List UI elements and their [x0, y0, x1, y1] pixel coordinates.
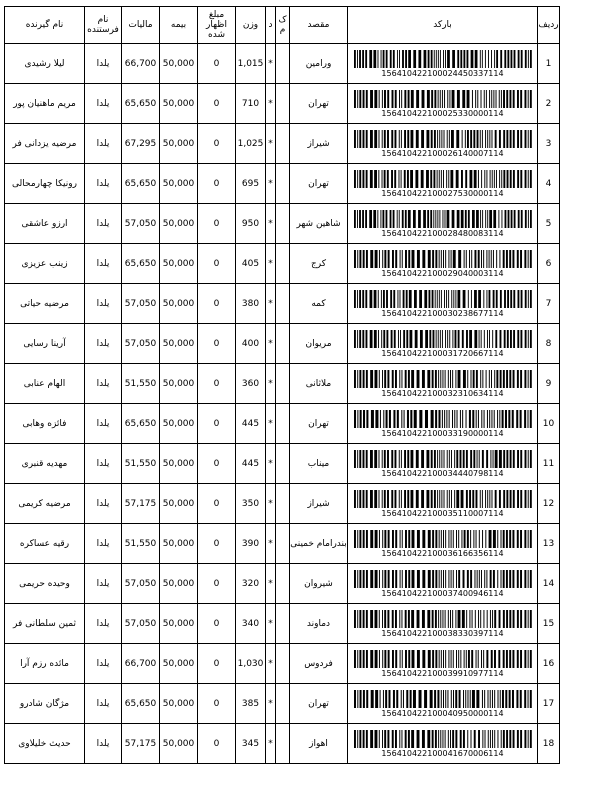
- weight-cell: 445: [236, 404, 266, 444]
- destination-cell: دماوند: [290, 604, 348, 644]
- barcode-image: [354, 450, 532, 468]
- destination-cell: کرج: [290, 244, 348, 284]
- km-cell: [276, 524, 290, 564]
- tax-cell: 57,175: [122, 484, 160, 524]
- destination-cell: تهران: [290, 404, 348, 444]
- recipient-cell: مهدیه قنبری: [5, 444, 85, 484]
- insurance-cell: 50,000: [160, 44, 198, 84]
- recipient-cell: الهام عنابی: [5, 364, 85, 404]
- weight-cell: 1,030: [236, 644, 266, 684]
- recipient-cell: فائزه وهابی: [5, 404, 85, 444]
- insurance-cell: 50,000: [160, 564, 198, 604]
- barcode-cell: [348, 524, 538, 564]
- table-row: [5, 724, 560, 764]
- declared-value-cell: 0: [198, 684, 236, 724]
- barcode-number: 156410422100033190000114: [381, 428, 504, 438]
- barcode-image: [354, 170, 532, 188]
- barcode-image: [354, 130, 532, 148]
- tax-cell: 57,050: [122, 284, 160, 324]
- barcode-number: 156410422100027530000114: [381, 188, 504, 198]
- row-number-cell: 4: [538, 164, 560, 204]
- insurance-cell: 50,000: [160, 444, 198, 484]
- km-cell: [276, 364, 290, 404]
- barcode-image: [354, 530, 532, 548]
- row-number-cell: 10: [538, 404, 560, 444]
- barcode-image: [354, 330, 532, 348]
- sender-cell: یلدا: [85, 164, 122, 204]
- table-row: [5, 44, 560, 84]
- km-cell: [276, 164, 290, 204]
- barcode-image: [354, 290, 532, 308]
- d-marker-cell: *: [266, 164, 276, 204]
- declared-value-cell: 0: [198, 44, 236, 84]
- weight-cell: 1,015: [236, 44, 266, 84]
- sender-cell: یلدا: [85, 44, 122, 84]
- recipient-cell: مژگان شادرو: [5, 684, 85, 724]
- barcode-cell: [348, 84, 538, 124]
- barcode-number: 156410422100038330397114: [381, 628, 504, 638]
- weight-cell: 380: [236, 284, 266, 324]
- barcode-cell: [348, 164, 538, 204]
- table-row: [5, 284, 560, 324]
- tax-cell: 65,650: [122, 164, 160, 204]
- declared-value-cell: 0: [198, 324, 236, 364]
- barcode-image: [354, 650, 532, 668]
- barcode-number: 156410422100026140007114: [381, 148, 504, 158]
- declared-value-cell: 0: [198, 604, 236, 644]
- barcode-image: [354, 610, 532, 628]
- d-marker-cell: *: [266, 604, 276, 644]
- sender-cell: یلدا: [85, 404, 122, 444]
- weight-cell: 950: [236, 204, 266, 244]
- barcode-image: [354, 210, 532, 228]
- tax-cell: 57,050: [122, 564, 160, 604]
- barcode-number: 156410422100039910977114: [381, 668, 504, 678]
- insurance-cell: 50,000: [160, 604, 198, 644]
- d-marker-cell: *: [266, 324, 276, 364]
- row-number-cell: 1: [538, 44, 560, 84]
- row-number-cell: 9: [538, 364, 560, 404]
- row-number-cell: 5: [538, 204, 560, 244]
- tax-cell: 51,550: [122, 444, 160, 484]
- insurance-cell: 50,000: [160, 684, 198, 724]
- header-recipient: نام گیرنده: [5, 7, 85, 44]
- weight-cell: 1,025: [236, 124, 266, 164]
- recipient-cell: ارزو عاشقی: [5, 204, 85, 244]
- sender-cell: یلدا: [85, 444, 122, 484]
- declared-value-cell: 0: [198, 164, 236, 204]
- recipient-cell: مریم ماهنیان پور: [5, 84, 85, 124]
- table-row: [5, 204, 560, 244]
- tax-cell: 66,700: [122, 44, 160, 84]
- insurance-cell: 50,000: [160, 164, 198, 204]
- barcode-number: 156410422100040950000114: [381, 708, 504, 718]
- table-row: [5, 364, 560, 404]
- barcode-number: 156410422100031720667114: [381, 348, 504, 358]
- recipient-cell: مرضیه حیاتی: [5, 284, 85, 324]
- sender-cell: یلدا: [85, 644, 122, 684]
- barcode-cell: [348, 644, 538, 684]
- barcode-image: [354, 690, 532, 708]
- table-row: [5, 484, 560, 524]
- km-cell: [276, 644, 290, 684]
- km-cell: [276, 244, 290, 284]
- recipient-cell: لیلا رشیدی: [5, 44, 85, 84]
- km-cell: [276, 404, 290, 444]
- d-marker-cell: *: [266, 244, 276, 284]
- row-number-cell: 18: [538, 724, 560, 764]
- declared-value-cell: 0: [198, 284, 236, 324]
- row-number-cell: 13: [538, 524, 560, 564]
- d-marker-cell: *: [266, 404, 276, 444]
- barcode-cell: [348, 44, 538, 84]
- tax-cell: 57,050: [122, 324, 160, 364]
- insurance-cell: 50,000: [160, 84, 198, 124]
- declared-value-cell: 0: [198, 444, 236, 484]
- header-row: [5, 7, 560, 44]
- destination-cell: شاهین شهر: [290, 204, 348, 244]
- destination-cell: تهران: [290, 84, 348, 124]
- barcode-image: [354, 730, 532, 748]
- barcode-image: [354, 570, 532, 588]
- barcode-number: 156410422100035110007114: [381, 508, 504, 518]
- table-row: [5, 644, 560, 684]
- table-body: [5, 44, 560, 764]
- declared-value-cell: 0: [198, 204, 236, 244]
- barcode-image: [354, 370, 532, 388]
- row-number-cell: 17: [538, 684, 560, 724]
- header-barcode: بارکد: [348, 7, 538, 44]
- table-row: [5, 244, 560, 284]
- row-number-cell: 15: [538, 604, 560, 644]
- header-km: ک م: [276, 7, 290, 44]
- sender-cell: یلدا: [85, 84, 122, 124]
- km-cell: [276, 724, 290, 764]
- sender-cell: یلدا: [85, 684, 122, 724]
- d-marker-cell: *: [266, 724, 276, 764]
- barcode-cell: [348, 244, 538, 284]
- d-marker-cell: *: [266, 684, 276, 724]
- barcode-number: 156410422100034440798114: [381, 468, 504, 478]
- tax-cell: 57,050: [122, 204, 160, 244]
- header-weight: وزن: [236, 7, 266, 44]
- declared-value-cell: 0: [198, 84, 236, 124]
- recipient-cell: رونیکا چهارمحالی: [5, 164, 85, 204]
- table-row: [5, 444, 560, 484]
- row-number-cell: 11: [538, 444, 560, 484]
- barcode-image: [354, 250, 532, 268]
- d-marker-cell: *: [266, 284, 276, 324]
- destination-cell: تهران: [290, 164, 348, 204]
- insurance-cell: 50,000: [160, 524, 198, 564]
- km-cell: [276, 44, 290, 84]
- weight-cell: 390: [236, 524, 266, 564]
- destination-cell: اهواز: [290, 724, 348, 764]
- tax-cell: 67,295: [122, 124, 160, 164]
- insurance-cell: 50,000: [160, 364, 198, 404]
- barcode-cell: [348, 364, 538, 404]
- barcode-cell: [348, 484, 538, 524]
- sender-cell: یلدا: [85, 284, 122, 324]
- d-marker-cell: *: [266, 644, 276, 684]
- destination-cell: ملاثانی: [290, 364, 348, 404]
- declared-value-cell: 0: [198, 404, 236, 444]
- km-cell: [276, 84, 290, 124]
- insurance-cell: 50,000: [160, 644, 198, 684]
- d-marker-cell: *: [266, 444, 276, 484]
- barcode-cell: [348, 684, 538, 724]
- recipient-cell: آرینا رسایی: [5, 324, 85, 364]
- weight-cell: 350: [236, 484, 266, 524]
- sender-cell: یلدا: [85, 204, 122, 244]
- row-number-cell: 8: [538, 324, 560, 364]
- header-tax: مالیات: [122, 7, 160, 44]
- row-number-cell: 14: [538, 564, 560, 604]
- header-declared: مبلغ اظهار شده: [198, 7, 236, 44]
- sender-cell: یلدا: [85, 564, 122, 604]
- weight-cell: 445: [236, 444, 266, 484]
- d-marker-cell: *: [266, 44, 276, 84]
- declared-value-cell: 0: [198, 724, 236, 764]
- barcode-cell: [348, 324, 538, 364]
- weight-cell: 695: [236, 164, 266, 204]
- weight-cell: 340: [236, 604, 266, 644]
- row-number-cell: 2: [538, 84, 560, 124]
- header-insurance: بیمه: [160, 7, 198, 44]
- declared-value-cell: 0: [198, 124, 236, 164]
- declared-value-cell: 0: [198, 484, 236, 524]
- recipient-cell: حدیث خلیلاوی: [5, 724, 85, 764]
- row-number-cell: 6: [538, 244, 560, 284]
- d-marker-cell: *: [266, 484, 276, 524]
- declared-value-cell: 0: [198, 524, 236, 564]
- row-number-cell: 7: [538, 284, 560, 324]
- barcode-cell: [348, 124, 538, 164]
- barcode-image: [354, 490, 532, 508]
- sender-cell: یلدا: [85, 524, 122, 564]
- barcode-number: 156410422100032310634114: [381, 388, 504, 398]
- insurance-cell: 50,000: [160, 124, 198, 164]
- weight-cell: 710: [236, 84, 266, 124]
- destination-cell: شیروان: [290, 564, 348, 604]
- d-marker-cell: *: [266, 364, 276, 404]
- recipient-cell: مرضیه یزدانی فر: [5, 124, 85, 164]
- row-number-cell: 12: [538, 484, 560, 524]
- tax-cell: 51,550: [122, 524, 160, 564]
- barcode-number: 156410422100025330000114: [381, 108, 504, 118]
- row-number-cell: 3: [538, 124, 560, 164]
- barcode-number: 156410422100030238677114: [381, 308, 504, 318]
- km-cell: [276, 484, 290, 524]
- barcode-image: [354, 90, 532, 108]
- d-marker-cell: *: [266, 84, 276, 124]
- d-marker-cell: *: [266, 564, 276, 604]
- barcode-cell: [348, 204, 538, 244]
- sender-cell: یلدا: [85, 604, 122, 644]
- sender-cell: یلدا: [85, 124, 122, 164]
- destination-cell: کمه: [290, 284, 348, 324]
- weight-cell: 345: [236, 724, 266, 764]
- shipment-table: [4, 6, 560, 764]
- km-cell: [276, 444, 290, 484]
- insurance-cell: 50,000: [160, 244, 198, 284]
- recipient-cell: وحیده حریمی: [5, 564, 85, 604]
- destination-cell: مریوان: [290, 324, 348, 364]
- destination-cell: میناب: [290, 444, 348, 484]
- table-row: [5, 124, 560, 164]
- barcode-cell: [348, 404, 538, 444]
- weight-cell: 405: [236, 244, 266, 284]
- table-row: [5, 164, 560, 204]
- header-sender: نام فرستنده: [85, 7, 122, 44]
- table-row: [5, 604, 560, 644]
- barcode-image: [354, 50, 532, 68]
- header-destination: مقصد: [290, 7, 348, 44]
- km-cell: [276, 684, 290, 724]
- table-row: [5, 564, 560, 604]
- sender-cell: یلدا: [85, 244, 122, 284]
- km-cell: [276, 204, 290, 244]
- tax-cell: 57,050: [122, 604, 160, 644]
- weight-cell: 400: [236, 324, 266, 364]
- destination-cell: ورامین: [290, 44, 348, 84]
- km-cell: [276, 284, 290, 324]
- weight-cell: 320: [236, 564, 266, 604]
- header-row-no: ردیف: [538, 7, 560, 44]
- insurance-cell: 50,000: [160, 324, 198, 364]
- barcode-number: 156410422100037400946114: [381, 588, 504, 598]
- destination-cell: شیراز: [290, 124, 348, 164]
- barcode-number: 156410422100028480083114: [381, 228, 504, 238]
- tax-cell: 66,700: [122, 644, 160, 684]
- barcode-cell: [348, 604, 538, 644]
- insurance-cell: 50,000: [160, 404, 198, 444]
- recipient-cell: ثمین سلطانی فر: [5, 604, 85, 644]
- recipient-cell: زینب عزیزی: [5, 244, 85, 284]
- barcode-number: 156410422100024450337114: [381, 68, 504, 78]
- d-marker-cell: *: [266, 124, 276, 164]
- sender-cell: یلدا: [85, 484, 122, 524]
- km-cell: [276, 324, 290, 364]
- sender-cell: یلدا: [85, 324, 122, 364]
- header-d: د: [266, 7, 276, 44]
- recipient-cell: مائده رزم آرا: [5, 644, 85, 684]
- tax-cell: 51,550: [122, 364, 160, 404]
- d-marker-cell: *: [266, 204, 276, 244]
- barcode-cell: [348, 444, 538, 484]
- declared-value-cell: 0: [198, 644, 236, 684]
- barcode-image: [354, 410, 532, 428]
- destination-cell: شیراز: [290, 484, 348, 524]
- declared-value-cell: 0: [198, 364, 236, 404]
- table-row: [5, 684, 560, 724]
- tax-cell: 65,650: [122, 684, 160, 724]
- tax-cell: 65,650: [122, 244, 160, 284]
- insurance-cell: 50,000: [160, 284, 198, 324]
- barcode-number: 156410422100036166356114: [381, 548, 504, 558]
- table-row: [5, 84, 560, 124]
- tax-cell: 65,650: [122, 84, 160, 124]
- weight-cell: 360: [236, 364, 266, 404]
- barcode-cell: [348, 724, 538, 764]
- destination-cell: بندرامام خمینی: [290, 524, 348, 564]
- declared-value-cell: 0: [198, 564, 236, 604]
- table-row: [5, 524, 560, 564]
- tax-cell: 57,175: [122, 724, 160, 764]
- declared-value-cell: 0: [198, 244, 236, 284]
- destination-cell: فردوس: [290, 644, 348, 684]
- insurance-cell: 50,000: [160, 724, 198, 764]
- row-number-cell: 16: [538, 644, 560, 684]
- recipient-cell: مرضیه کریمی: [5, 484, 85, 524]
- sender-cell: یلدا: [85, 724, 122, 764]
- destination-cell: تهران: [290, 684, 348, 724]
- barcode-cell: [348, 564, 538, 604]
- insurance-cell: 50,000: [160, 204, 198, 244]
- barcode-number: 156410422100029040003114: [381, 268, 504, 278]
- km-cell: [276, 564, 290, 604]
- sender-cell: یلدا: [85, 364, 122, 404]
- barcode-cell: [348, 284, 538, 324]
- table-row: [5, 324, 560, 364]
- tax-cell: 65,650: [122, 404, 160, 444]
- km-cell: [276, 604, 290, 644]
- table-row: [5, 404, 560, 444]
- recipient-cell: رقیه عساکره: [5, 524, 85, 564]
- weight-cell: 385: [236, 684, 266, 724]
- insurance-cell: 50,000: [160, 484, 198, 524]
- km-cell: [276, 124, 290, 164]
- d-marker-cell: *: [266, 524, 276, 564]
- barcode-number: 156410422100041670006114: [381, 748, 504, 758]
